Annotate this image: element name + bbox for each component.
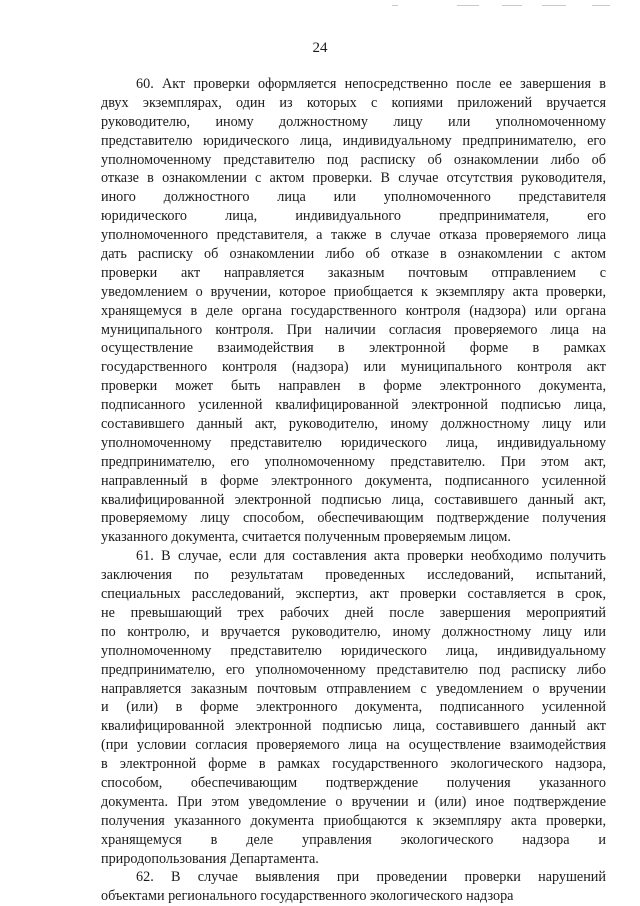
paragraph-p60 bbox=[101, 75, 606, 547]
scan-artifact-marks bbox=[392, 4, 622, 8]
text-line: дать расписку об ознакомлении либо об отказе в ознакомлении с актом bbox=[101, 246, 606, 263]
text-line: отказе в ознакомлении с актом проверки. В случае отсутствия руководителя, bbox=[101, 170, 606, 187]
text-line: природопользования Департамента. bbox=[101, 850, 319, 867]
text-line: уполномоченного представителя, а также в случае отказа проверяемого лица bbox=[101, 227, 606, 244]
text-line: по контролю, и вручается руководителю, иному должностному лицу или bbox=[101, 623, 606, 640]
text-line: проверки может быть направлен в форме электронного документа, bbox=[101, 378, 606, 395]
paragraph-p61 bbox=[101, 547, 606, 868]
text-line: направляется заказным почтовым отправлением с уведомлением о вручении bbox=[101, 680, 606, 697]
text-line: уполномоченному представителю под расписку об ознакомлении либо об bbox=[101, 151, 606, 168]
text-line: специальных расследований, экспертиз, акт проверки составляется в срок, bbox=[101, 586, 606, 603]
text-line: юридического лица, индивидуального предпринимателя, его bbox=[101, 208, 606, 225]
text-line: предпринимателю, его уполномоченному представителю под расписку либо bbox=[101, 661, 606, 678]
document-body bbox=[101, 75, 606, 906]
text-line: направленный в форме электронного документа, подписанного усиленной bbox=[101, 472, 606, 489]
text-line: осуществление взаимодействия в электронной форме в рамках bbox=[101, 340, 606, 357]
text-line: проверки акт направляется заказным почтовым отправлением с bbox=[101, 264, 606, 281]
text-line: квалифицированной электронной подписью лица, составившего данный акт bbox=[101, 718, 606, 735]
text-line: получения указанного документа приобщаются к экземпляру акта проверки, bbox=[101, 812, 606, 829]
text-line: квалифицированной электронной подписью лица, составившего данный акт, bbox=[101, 491, 606, 508]
text-line: 61. В случае, если для составления акта проверки необходимо получить bbox=[136, 548, 606, 565]
text-line: 60. Акт проверки оформляется непосредственно после ее завершения в bbox=[136, 76, 606, 92]
text-line: муниципального контроля. При наличии согласия проверяемого лица на bbox=[101, 321, 606, 338]
text-line: подписанного усиленной квалифицированной электронной подписью лица, bbox=[101, 397, 606, 414]
text-line: двух экземплярах, один из которых с копиями приложений вручается bbox=[101, 94, 606, 111]
text-line: иного должностного лица или уполномоченного представителя bbox=[101, 189, 606, 206]
text-line: в электронной форме в рамках государственного экологического надзора, bbox=[101, 756, 606, 773]
text-line: составившего данный акт, руководителю, иному должностному лицу или bbox=[101, 416, 606, 433]
text-line: и (или) в форме электронного документа, подписанного усиленной bbox=[101, 699, 606, 716]
text-line: документа. При этом уведомление о вручении и (или) иное подтверждение bbox=[101, 793, 606, 810]
text-line: (при условии согласия проверяемого лица на осуществление взаимодействия bbox=[101, 737, 606, 754]
text-line: хранящемуся в деле органа государственного контроля (надзора) или органа bbox=[101, 302, 606, 319]
text-line: государственного контроля (надзора) или муниципального контроля акт bbox=[101, 359, 606, 376]
text-line: уполномоченному представителю юридического лица, индивидуальному bbox=[101, 642, 606, 659]
paragraph-p62 bbox=[101, 868, 606, 906]
text-line: уполномоченному представителю юридического лица, индивидуальному bbox=[101, 434, 606, 451]
text-line: уведомлением о вручении, которое приобщается к экземпляру акта проверки, bbox=[101, 283, 606, 300]
text-line: объектами регионального государственного экологического надзора bbox=[101, 888, 514, 905]
text-line: проверяемому лицу способом, обеспечивающим подтверждение получения bbox=[101, 510, 606, 527]
text-line: заключения по результатам проведенных исследований, испытаний, bbox=[101, 567, 606, 584]
text-line: 62. В случае выявления при проведении проверки нарушений bbox=[136, 869, 606, 886]
text-line: предпринимателю, его уполномоченному представителю. При этом акт, bbox=[101, 453, 606, 470]
text-line: руководителю, иному должностному лицу или уполномоченному bbox=[101, 113, 606, 130]
text-line: представителю юридического лица, индивидуальному предпринимателю, его bbox=[101, 132, 606, 149]
page-number: 24 bbox=[312, 40, 328, 56]
text-line: не превышающий трех рабочих дней после завершения мероприятий bbox=[101, 604, 606, 621]
text-line: способом, обеспечивающим подтверждение получения указанного bbox=[101, 774, 606, 791]
text-line: указанного документа, считается полученным проверяемым лицом. bbox=[101, 529, 511, 546]
text-line: хранящемуся в деле управления экологического надзора и bbox=[101, 831, 606, 848]
